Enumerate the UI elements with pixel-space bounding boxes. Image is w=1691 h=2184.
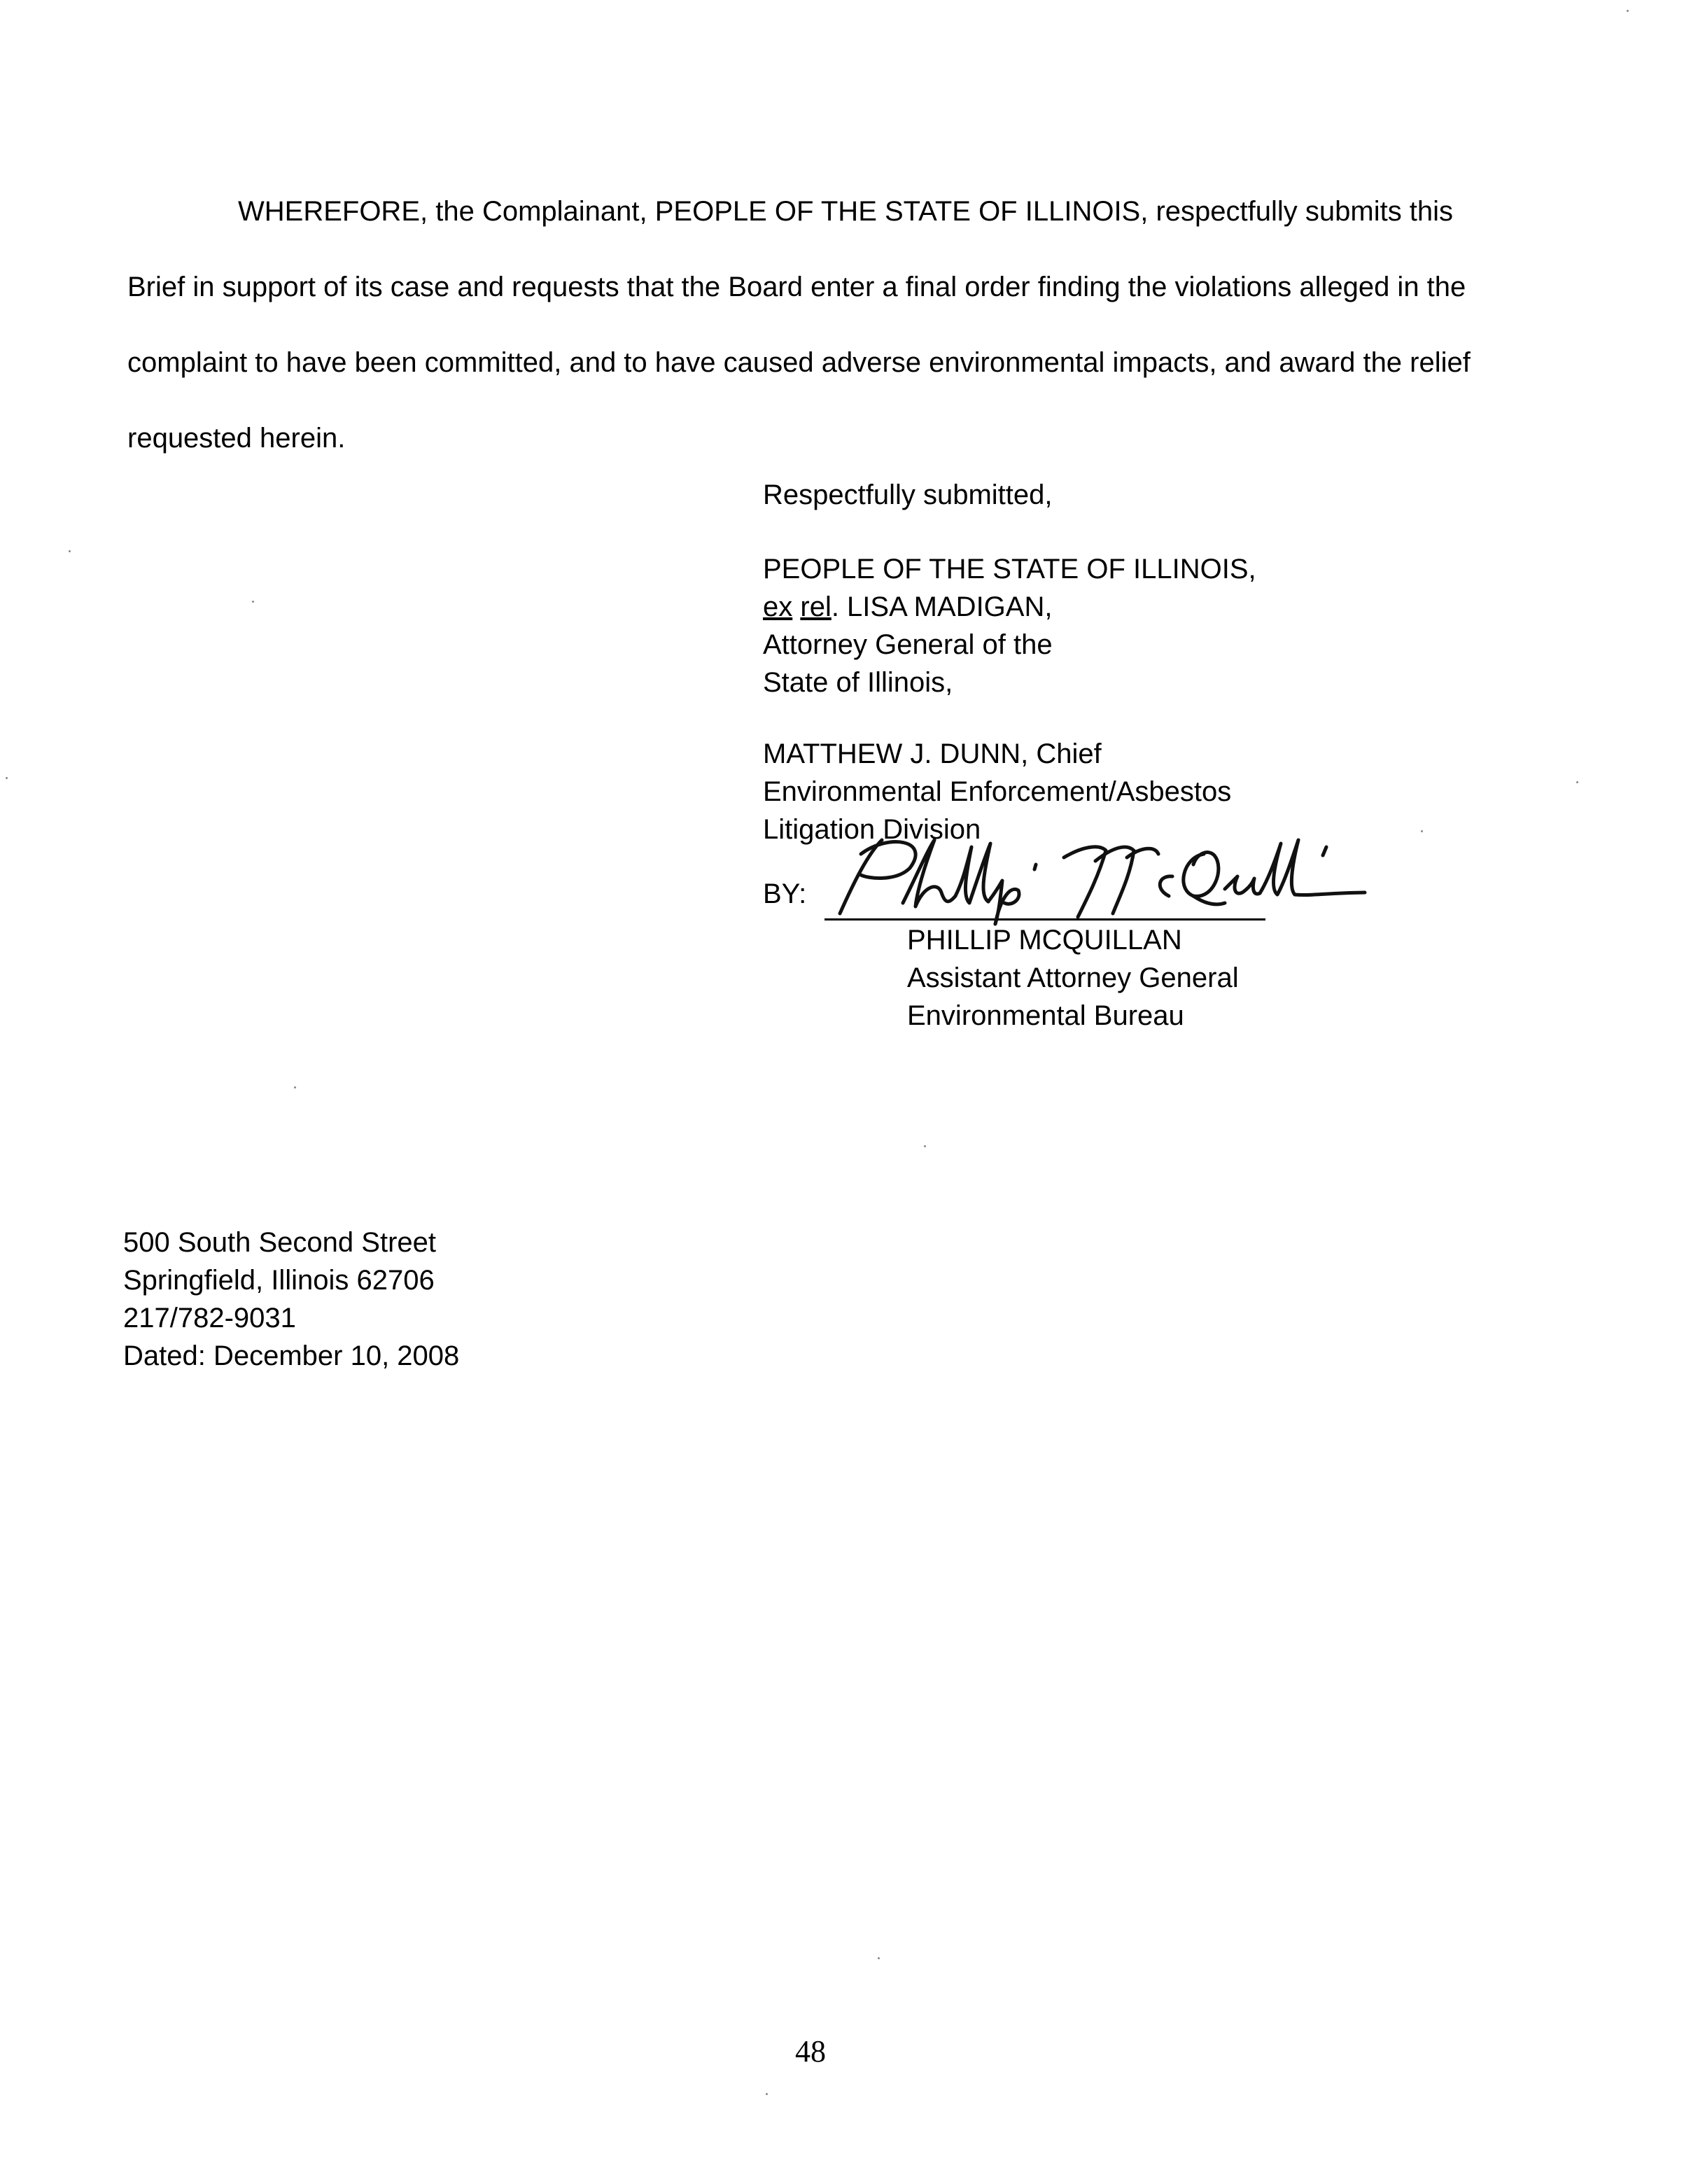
party-line-1: PEOPLE OF THE STATE OF ILLINOIS, — [763, 554, 1256, 584]
chief-line-3: Litigation Division — [763, 814, 981, 845]
closing-line — [763, 476, 1053, 514]
scan-speck — [878, 1957, 880, 1959]
scan-speck — [1627, 10, 1629, 12]
party-line-2 — [763, 588, 1256, 626]
party-line-3: Attorney General of the — [763, 629, 1053, 660]
signer-name: PHILLIP MCQUILLAN — [907, 925, 1182, 955]
signer-bureau: Environmental Bureau — [907, 1000, 1184, 1031]
closing-text: Respectfully submitted, — [763, 479, 1053, 510]
address-dated: Dated: December 10, 2008 — [123, 1340, 460, 1371]
address-street: 500 South Second Street — [123, 1227, 436, 1258]
chief-line-2: Environmental Enforcement/Asbestos — [763, 776, 1232, 807]
scan-speck — [766, 2093, 768, 2095]
by-label: BY: — [763, 878, 807, 909]
address-city: Springfield, Illinois 62706 — [123, 1265, 435, 1296]
page-number: 48 — [795, 2034, 826, 2068]
party-line-2-rest: . LISA MADIGAN, — [831, 592, 1053, 622]
address-block — [123, 1224, 459, 1375]
scan-speck — [69, 550, 71, 552]
signer-block — [907, 921, 1239, 1035]
signer-title: Assistant Attorney General — [907, 962, 1239, 993]
address-phone: 217/782-9031 — [123, 1303, 296, 1334]
party-block — [763, 550, 1256, 701]
rel-text: rel — [800, 592, 832, 622]
scan-speck — [6, 777, 8, 779]
scan-speck — [1576, 781, 1578, 783]
wherefore-paragraph: WHEREFORE, the Complainant, PEOPLE OF THE STATE OF ILLINOIS, respectfully submits this Brief in support of its case and requests that the Board enter a final order finding the violations alleged in the complaint to have been committed, and to have caused adverse environmental impacts, and award the relief requested herein. — [127, 196, 1471, 454]
party-line-4: State of Illinois, — [763, 667, 953, 698]
scan-speck — [1421, 830, 1423, 832]
scan-speck — [294, 1086, 296, 1088]
scan-speck — [924, 1145, 926, 1147]
ex-text: ex — [763, 592, 793, 622]
chief-line-1: MATTHEW J. DUNN, Chief — [763, 738, 1102, 769]
scan-speck — [252, 601, 254, 603]
